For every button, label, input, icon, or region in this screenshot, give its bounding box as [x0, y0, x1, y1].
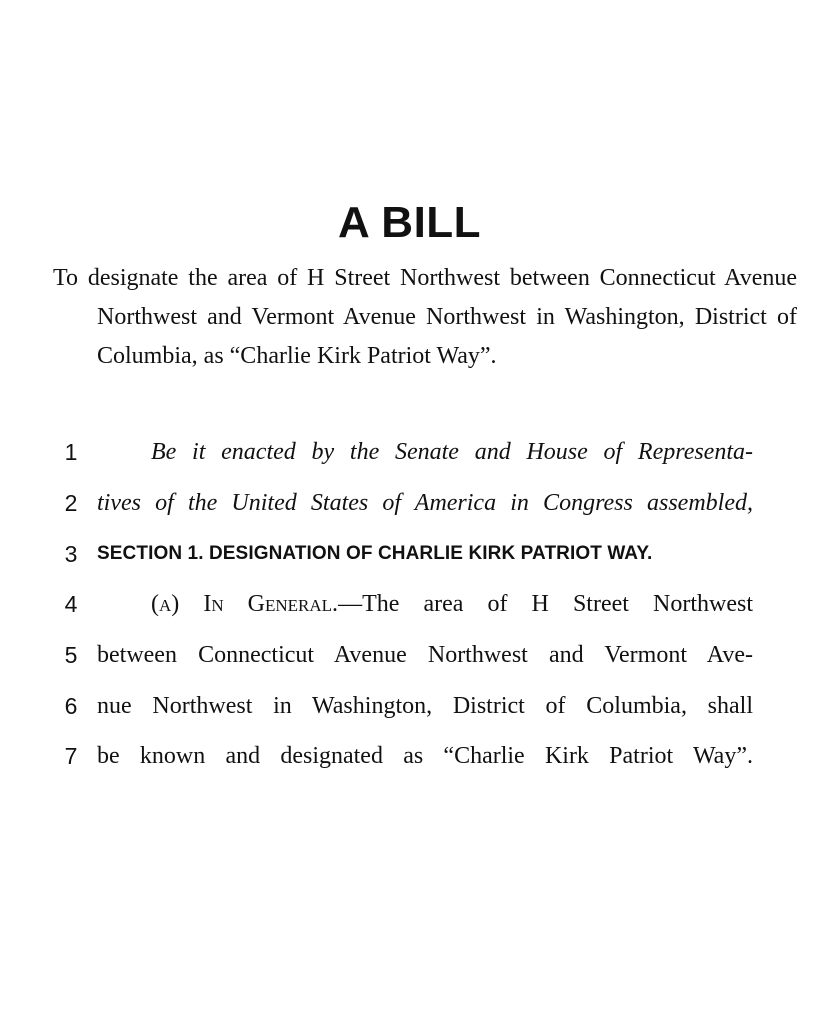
body-text-line: be known and designated as “Charlie Kirk Patriot Way”. — [97, 743, 753, 769]
line-number: 7 — [64, 743, 78, 769]
section-title: SECTION 1. DESIGNATION OF CHARLIE KIRK PATRIOT WAY. — [97, 543, 653, 564]
line-number: 6 — [64, 693, 78, 719]
subsection-text: —The area of H Street Northwest — [338, 591, 753, 617]
body-text-line: nue Northwest in Washington, District of Columbia, shall — [97, 693, 753, 719]
bill-line — [0, 587, 819, 621]
bill-line — [0, 537, 819, 571]
bill-line — [0, 486, 819, 520]
bill-line — [0, 739, 819, 773]
enacting-clause-line: Be it enacted by the Senate and House of Representa- — [151, 439, 753, 465]
line-number: 5 — [64, 642, 78, 668]
bill-line — [0, 435, 819, 469]
line-number: 3 — [64, 541, 78, 567]
line-number: 2 — [64, 490, 78, 516]
bill-heading: A BILL — [337, 198, 482, 247]
subsection-heading: (a) In General. — [151, 591, 339, 617]
body-text-line: between Connecticut Avenue Northwest and Vermont Ave- — [97, 642, 753, 668]
line-number: 1 — [64, 439, 78, 465]
bill-line — [0, 689, 819, 723]
line-number: 4 — [64, 591, 78, 617]
bill-purpose: To designate the area of H Street Northwest between Connecticut Avenue Northwest and Vermont Avenue Northwest in Washington, District of Columbia, as “Charlie Kirk Patriot Way”. — [53, 265, 797, 369]
bill-line — [0, 638, 819, 672]
subsection-line — [151, 587, 753, 621]
enacting-clause-line: tives of the United States of America in Congress assembled, — [97, 490, 753, 516]
